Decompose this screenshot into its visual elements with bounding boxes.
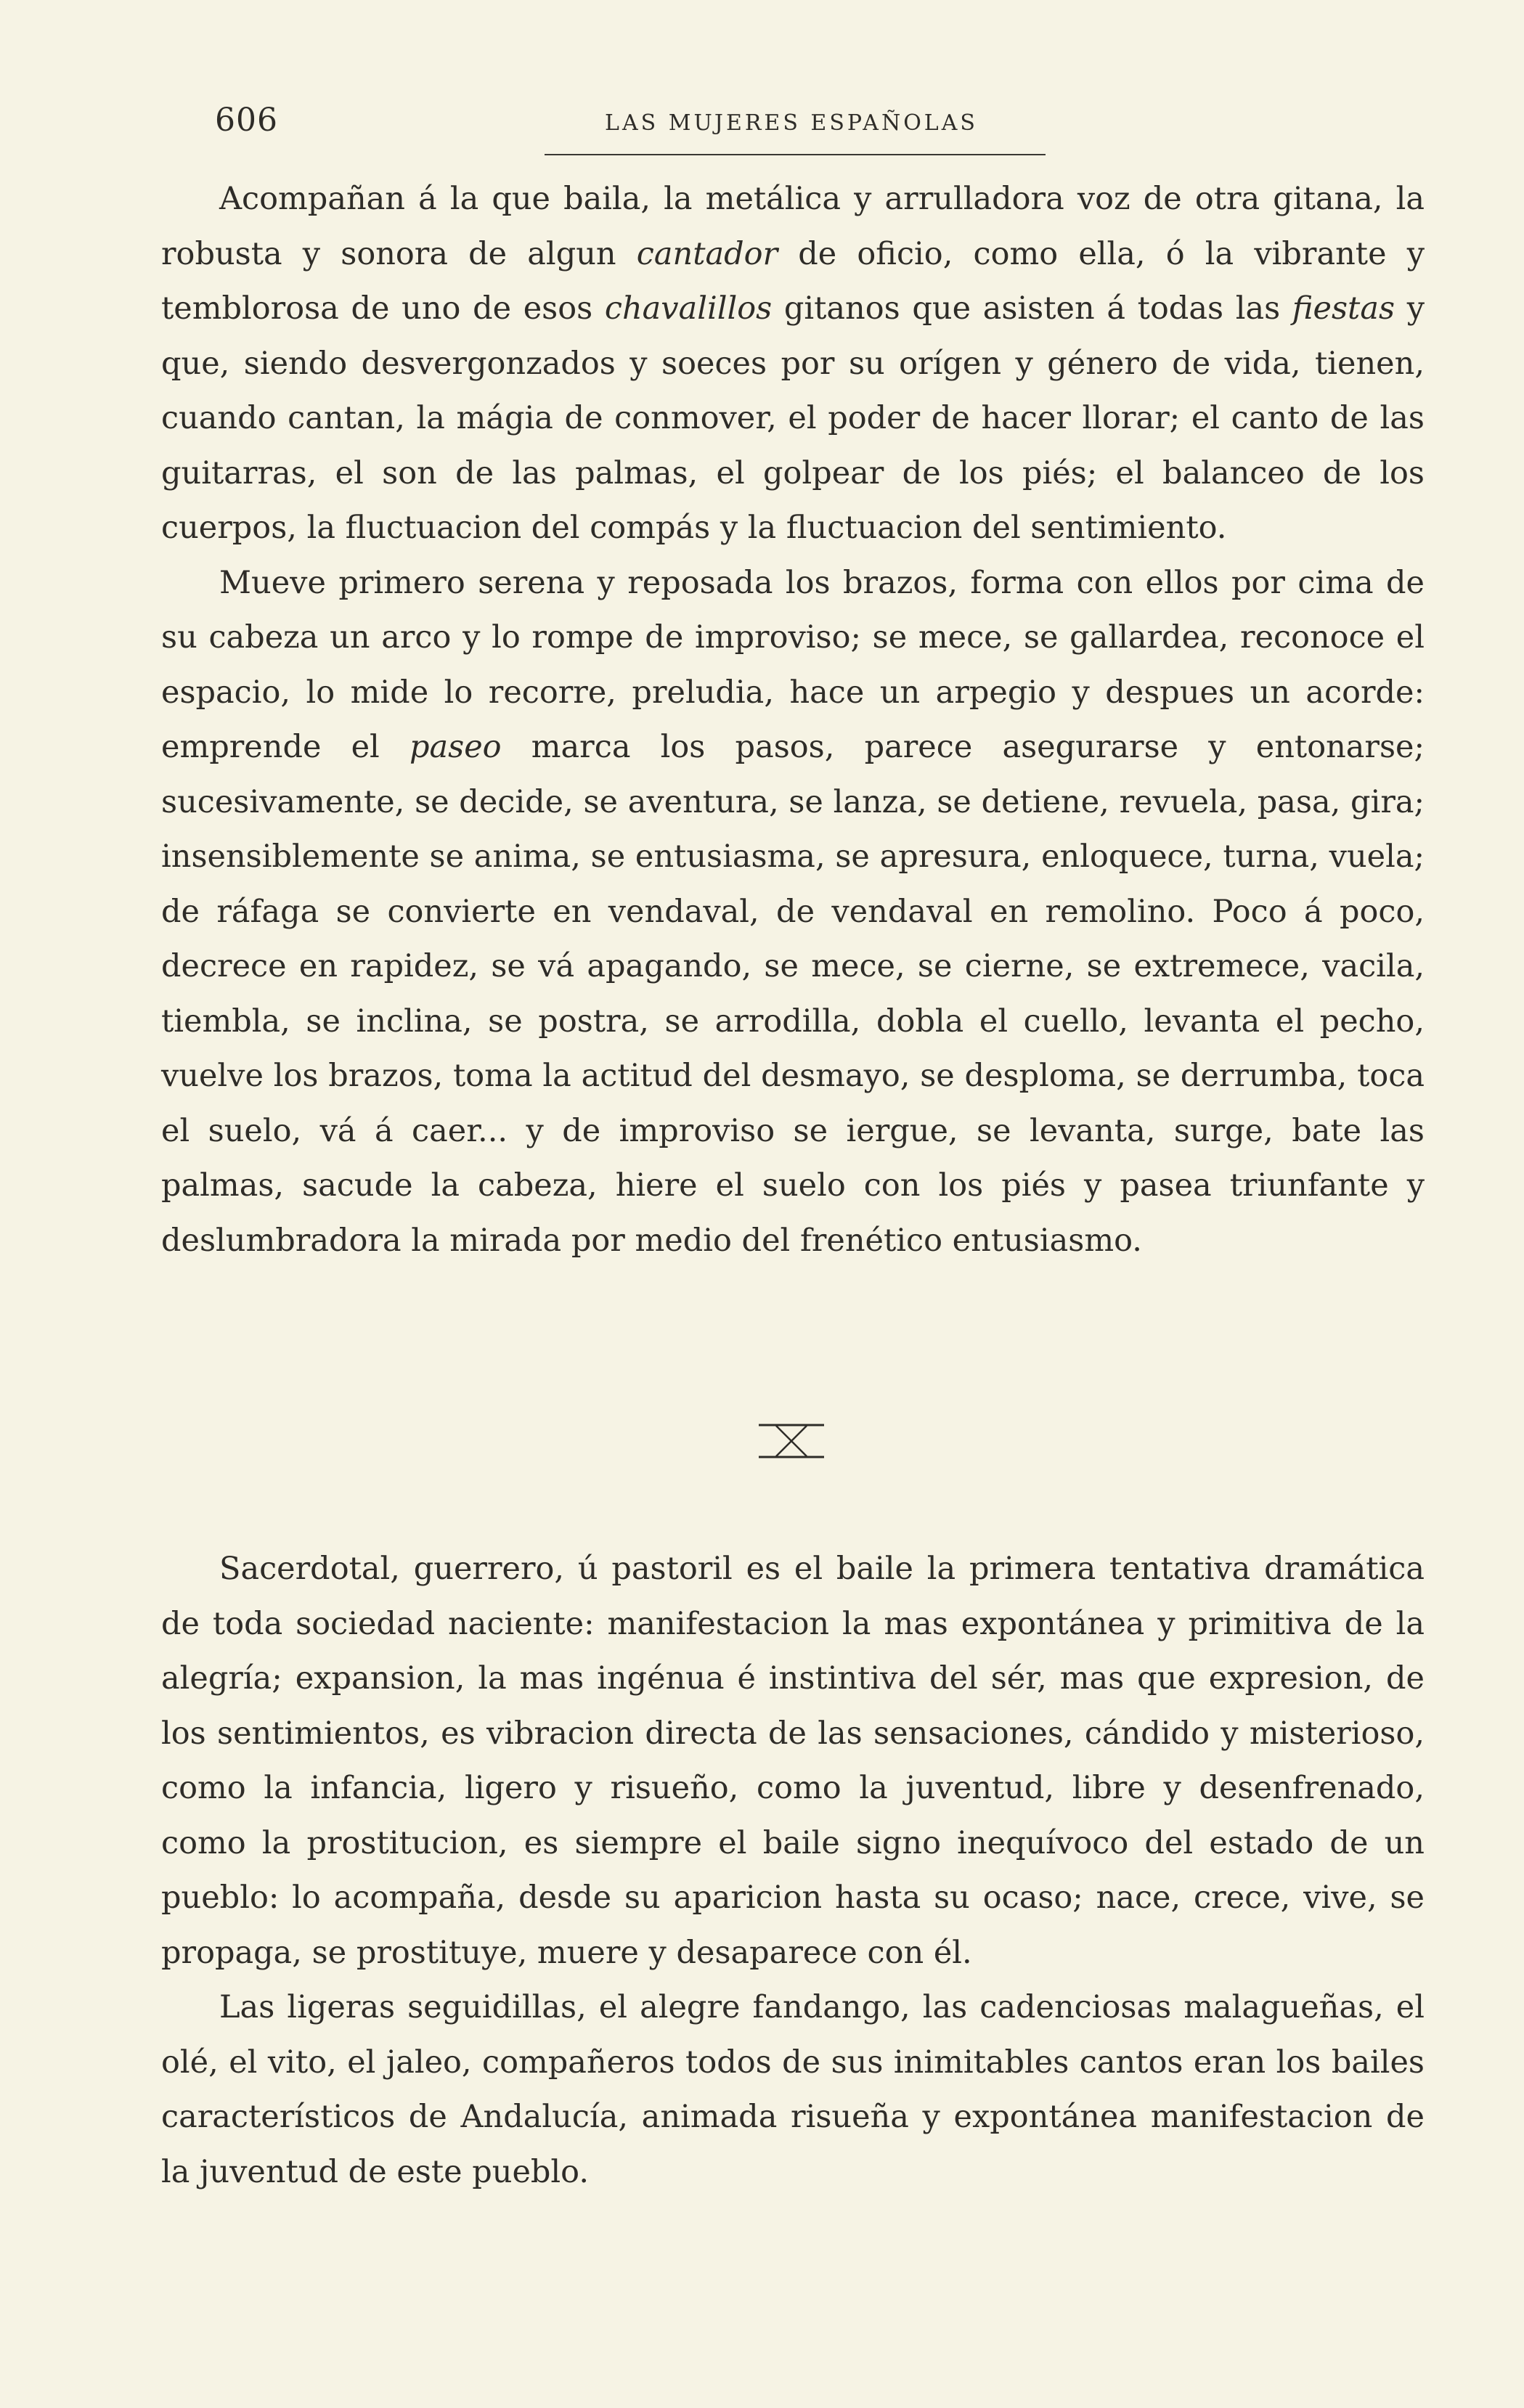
text-run: gitanos que asisten á todas las — [772, 290, 1292, 327]
italic-term: chavalillos — [604, 290, 773, 327]
header-rule — [545, 154, 1046, 155]
section-numeral-icon — [757, 1423, 826, 1459]
italic-term: paseo — [409, 729, 502, 765]
text-run: de oficio, como ella, ó la vibrante y temblorosa de uno de esos — [161, 235, 1425, 327]
running-title: LAS MUJERES ESPAÑOLAS — [605, 110, 978, 136]
page-number: 606 — [215, 102, 278, 139]
italic-term: cantador — [636, 235, 778, 272]
italic-term: fiestas — [1292, 290, 1395, 327]
section-mark — [757, 1423, 826, 1459]
text-run: y que, siendo desvergonzados y soeces por su orígen y género de vida, tienen, cuando cantan, la mágia de conmover, el poder de hacer llorar; el canto de las guitarras, el son de las palmas, el golpear de los piés; el balanceo de los cuerpos, la fluctuacion del compás y la fluctuacion del sentimiento. — [161, 290, 1425, 546]
text-run: marca los pasos, parece asegurarse y entonarse; sucesivamente, se decide, se aventura, se lanza, se detiene, revuela, pasa, gira; insensiblemente se anima, se entusiasma, se apresura, enloquece, turna, vuela; de ráfaga se convierte en vendaval, de vendaval en remolino. Poco á poco, decrece en rapidez, se vá apagando, se mece, se cierne, se extremece, vacila, tiembla, se inclina, se postra, se arrodilla, dobla el cuello, levanta el pecho, vuelve los brazos, toma la actitud del desmayo, se desploma, se derrumba, toca el suelo, vá á caer... y de improviso se iergue, se levanta, surge, bate las palmas, sacude la cabeza, hiere el suelo con los piés y pasea triunfante y deslumbradora la mirada por medio del frenético entusiasmo. — [161, 729, 1425, 1259]
paragraph-2 — [161, 556, 1425, 1269]
paragraph-3: Sacerdotal, guerrero, ú pastoril es el baile la primera tentativa dramática de toda sociedad naciente: manifestacion la mas expontánea y primitiva de la alegría; expansion, la mas ingénua é instintiva del sér, mas que expresion, de los sentimientos, es vibracion directa de las sensaciones, cándido y misterioso, como la infancia, ligero y risueño, como la juventud, libre y desenfrenado, como la prostitucion, es siempre el baile signo inequívoco del estado de un pueblo: lo acompaña, desde su aparicion hasta su ocaso; nace, crece, vive, se propaga, se prostituye, muere y desaparece con él. — [161, 1551, 1425, 1971]
text-run: Acompañan á la que baila, la metálica y arrulladora voz de otra gitana, la robusta y sonora de algun — [161, 181, 1425, 272]
text-block-upper — [161, 172, 1425, 1268]
paragraph-1 — [161, 172, 1425, 556]
paragraph-4: Las ligeras seguidillas, el alegre fandango, las cadenciosas malagueñas, el olé, el vito, el jaleo, compañeros todos de sus inimitables cantos eran los bailes característicos de Andalucía, animada risueña y expontánea manifestacion de la juventud de este pueblo. — [161, 1989, 1425, 2190]
text-block-lower — [161, 1542, 1425, 2200]
text-run: Mueve primero serena y reposada los brazos, forma con ellos por cima de su cabeza un arco y lo rompe de improviso; se mece, se gallardea, reconoce el espacio, lo mide lo recorre, preludia, hace un arpegio y despues un acorde: emprende el — [161, 564, 1425, 765]
